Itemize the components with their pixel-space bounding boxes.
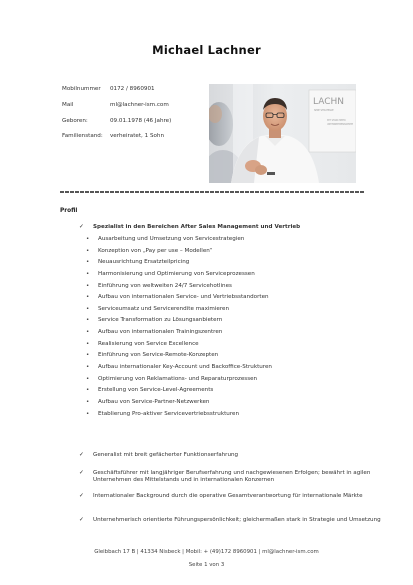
entrepreneur-text: Unternehmerisch orientierte Führungspersönlichkeit; gleichermaßen stark in Strategie und Umsetzung — [93, 517, 381, 523]
info-value-mail: ml@lachner-ism.com — [110, 101, 169, 108]
footer-address: Gleibbach 17 B | 41334 Nisbeck | Mobil: + (49)172 8960901 | ml@lachner-ism.com — [94, 549, 319, 555]
photo-banner-sub1: SIME STRATEGIE — [314, 109, 334, 112]
list-item-text: Etablierung Pro-aktiver Servicevertriebsstrukturen — [98, 410, 239, 417]
info-label-mobile: Mobilnummer — [62, 86, 101, 92]
person-name: Michael Lachner — [152, 43, 261, 57]
list-item-text: Service Transformation zu Lösungsanbietern — [98, 317, 223, 324]
list-item-text: Konzeption von „Pay per use – Modellen“ — [98, 247, 213, 254]
list-item — [86, 306, 272, 318]
info-row-mail — [62, 102, 171, 118]
list-item-text: Aufbau von internationalen Trainingszentren — [98, 329, 223, 336]
info-label-family: Familienstand: — [62, 133, 103, 140]
list-item-text: Aufbau internationaler Key-Account und Backoffice-Strukturen — [98, 364, 272, 371]
bullet-icon: • — [86, 398, 90, 405]
list-item-text: Ausarbeitung und Umsetzung von Servicestrategien — [98, 236, 245, 242]
page-number: Seite 1 von 3 — [188, 562, 225, 568]
info-row-mobile — [62, 86, 171, 102]
check-icon: ✓ — [79, 452, 84, 458]
bullet-icon: • — [86, 387, 90, 394]
bullet-icon: • — [86, 282, 90, 289]
list-item — [86, 329, 272, 341]
list-item — [86, 364, 272, 376]
bullet-icon: • — [86, 236, 90, 242]
bullet-icon: • — [86, 352, 90, 359]
list-item-text: Optimierung von Reklamations- und Reparaturprozessen — [98, 375, 258, 382]
list-item — [86, 259, 272, 271]
list-item — [86, 271, 272, 283]
list-item — [86, 411, 272, 423]
bullet-icon: • — [86, 270, 90, 277]
bullet-icon: • — [86, 329, 90, 336]
list-item — [86, 294, 272, 306]
check-icon: ✓ — [79, 517, 84, 523]
check-icon: ✓ — [79, 470, 84, 476]
list-item — [86, 352, 272, 364]
bullet-icon: • — [86, 317, 90, 324]
photo-banner-sub2: MIT STARK MEHR — [327, 119, 346, 122]
bullet-icon: • — [86, 294, 90, 301]
bullet-icon: • — [86, 305, 90, 312]
list-item — [86, 283, 272, 295]
info-label-mail: Mail — [62, 101, 74, 108]
list-item-text: Realisierung von Service Excellence — [98, 340, 199, 347]
generalist-text: Generalist mit breit gefächerter Funktionserfahrung — [93, 452, 239, 458]
bullet-icon: • — [86, 247, 90, 254]
section-divider — [60, 191, 365, 193]
check-icon: ✓ — [79, 224, 84, 230]
bullet-icon: • — [86, 259, 90, 266]
list-item-text: Aufbau von internationalen Service- und Vertriebsstandorten — [98, 294, 269, 301]
list-item-text: Einführung von Service-Remote-Konzepten — [98, 352, 219, 359]
specialist-text: Spezialist in den Bereichen After Sales Management und Vertrieb — [93, 224, 301, 230]
portrait-photo — [209, 84, 356, 183]
list-item-text: Erstellung von Service-Level-Agreements — [98, 387, 214, 394]
experience-text: Geschäftsführer mit langjähriger Berufserfahrung und nachgewiesenen Erfolgen; bewährt in agilen Unternehmen des Mittelstands und in internationalen Konzernen — [93, 470, 371, 484]
photo-banner-title: LACHN — [313, 97, 345, 107]
bullet-icon: • — [86, 364, 90, 371]
list-item-text: Harmonisierung und Optimierung von Serviceprozessen — [98, 270, 255, 277]
list-item — [86, 317, 272, 329]
list-item-text: Aufbau von Service-Partner-Netzwerken — [98, 398, 210, 405]
list-item — [86, 248, 272, 260]
info-value-family: verheiratet, 1 Sohn — [110, 133, 165, 140]
bullet-icon: • — [86, 340, 90, 347]
list-item — [86, 399, 272, 411]
international-text: Internationaler Background durch die operative Gesamtverantwortung für internationale Märkte — [93, 493, 363, 499]
check-icon: ✓ — [79, 493, 84, 499]
list-item-text: Serviceumsatz und Servicerendite maximieren — [98, 305, 230, 312]
bullet-icon: • — [86, 410, 90, 417]
info-label-birth: Geboren: — [62, 117, 88, 124]
list-item — [86, 236, 272, 248]
list-item-text: Einführung von weltweiten 24/7 Servicehotlines — [98, 282, 232, 289]
list-item-text: Neuausrichtung Ersatzteilpricing — [98, 259, 190, 266]
profile-heading: Profil — [60, 208, 78, 214]
info-row-birth — [62, 118, 171, 134]
photo-banner-sub3: UNTERNEHMENSWERTE — [327, 123, 354, 126]
info-row-family — [62, 133, 171, 149]
info-value-birth: 09.01.1978 (46 Jahre) — [110, 117, 172, 124]
bullet-icon: • — [86, 375, 90, 382]
specialist-bullet-list — [86, 236, 272, 422]
list-item — [86, 387, 272, 399]
list-item — [86, 341, 272, 353]
info-value-mobile: 0172 / 8960901 — [110, 86, 155, 92]
personal-info-table — [62, 86, 171, 149]
list-item — [86, 376, 272, 388]
